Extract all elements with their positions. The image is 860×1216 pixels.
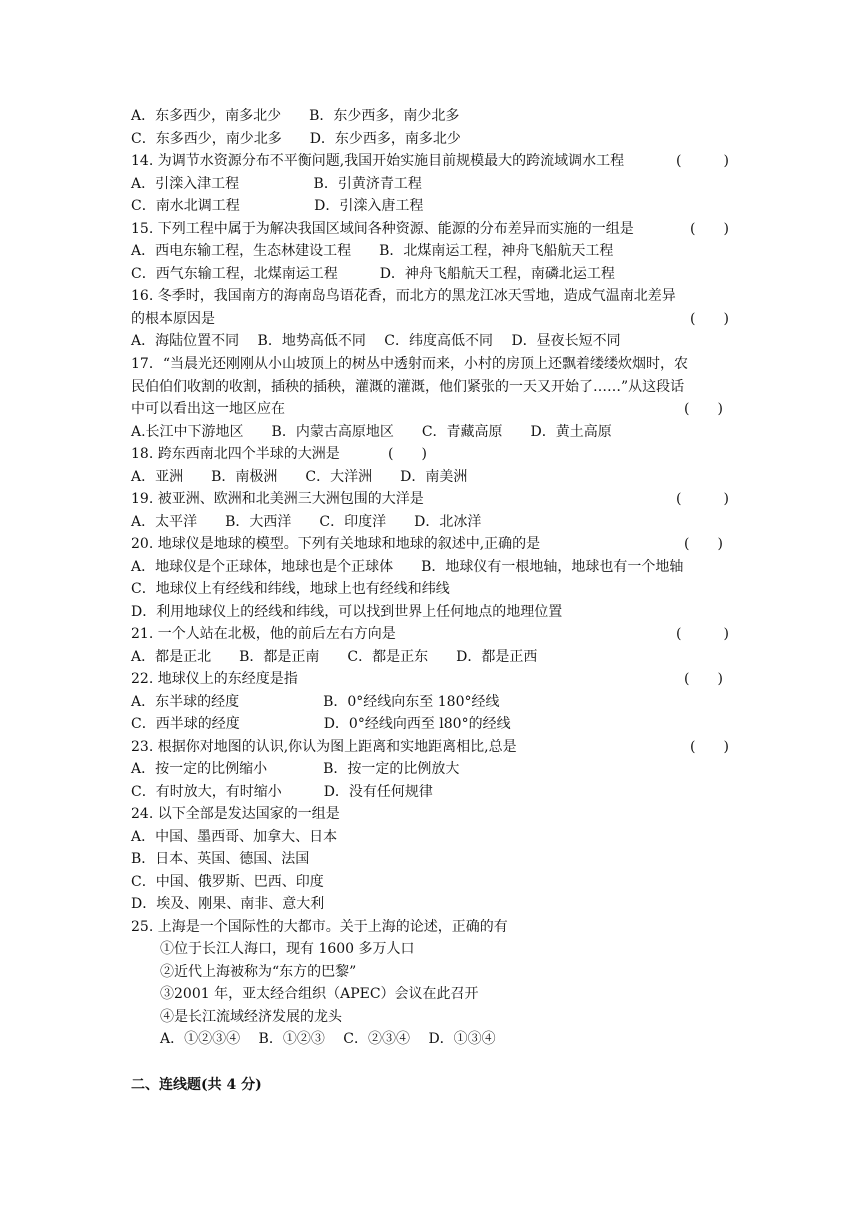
q15-answer-blank: ( ) (690, 221, 729, 237)
q22-options-row-1: A．东半球的经度 B．0°经线向东至 180°经线 (131, 694, 500, 710)
q15-options-row-2: C．西气东输工程，北煤南运工程 D．神舟飞船航天工程，南磷北运工程 (131, 266, 615, 282)
q23-options-row-2: C．有时放大，有时缩小 D．没有任何规律 (131, 784, 433, 800)
q19-stem: 19. 被亚洲、欧洲和北美洲三大洲包围的大洋是 (131, 491, 424, 507)
q20-stem: 20. 地球仪是地球的模型。下列有关地球和地球的叙述中,正确的是 (131, 536, 541, 552)
q24-option-c: C．中国、俄罗斯、巴西、印度 (131, 874, 324, 890)
q25-options: A．①②③④ B．①②③ C．②③④ D．①③④ (160, 1031, 496, 1047)
q20-answer-blank: ( ) (684, 536, 723, 552)
q17-stem-line-1: 17．“当晨光还刚刚从小山坡顶上的树丛中透射而来，小村的房顶上还飘着缕缕炊烟时，农 (131, 356, 688, 372)
q17-options: A.长江中下游地区 B．内蒙古高原地区 C．青藏高原 D．黄土高原 (131, 424, 612, 440)
q17-stem-line-3: 中可以看出这一地区应在 (131, 401, 285, 417)
q19-answer-blank: ( ) (676, 491, 729, 507)
q16-answer-blank: ( ) (690, 311, 729, 327)
q18-answer-blank: ( ) (388, 446, 427, 462)
q17-stem-line-2: 民伯伯们收割的收割，插秧的插秧，灌溉的灌溉，他们紧张的一天又开始了……”从这段话 (131, 379, 685, 395)
q24-option-d: D．埃及、刚果、南非、意大利 (131, 896, 325, 912)
q14-options-row-2: C．南水北调工程 D．引滦入唐工程 (131, 198, 424, 214)
q21-options: A．都是正北 B．都是正南 C．都是正东 D．都是正西 (131, 649, 538, 665)
q16-stem-line-1: 16. 冬季时，我国南方的海南岛鸟语花香，而北方的黑龙江冰天雪地，造成气温南北差异 (131, 288, 676, 304)
q14-options-row-1: A．引滦入津工程 B．引黄济青工程 (131, 176, 422, 192)
q14-answer-blank: ( ) (676, 153, 729, 169)
q19-options: A．太平洋 B．大西洋 C．印度洋 D．北冰洋 (131, 514, 482, 530)
q22-options-row-2: C．西半球的经度 D．0°经线向西至 l80°的经线 (131, 716, 511, 732)
q23-answer-blank: ( ) (690, 739, 729, 755)
q24-stem: 24. 以下全部是发达国家的一组是 (131, 806, 340, 822)
q22-answer-blank: ( ) (684, 671, 723, 687)
q17-answer-blank: ( ) (684, 401, 723, 417)
q23-options-row-1: A．按一定的比例缩小 B．按一定的比例放大 (131, 761, 460, 777)
q18-stem: 18. 跨东西南北四个半球的大洲是 (131, 446, 340, 462)
q14-stem: 14. 为调节水资源分布不平衡问题,我国开始实施目前规模最大的跨流域调水工程 (131, 153, 625, 169)
q23-stem: 23. 根据你对地图的认识,你认为图上距离和实地距离相比,总是 (131, 739, 517, 755)
q15-options-row-1: A．西电东输工程，生态林建设工程 B．北煤南运工程，神舟飞船航天工程 (131, 243, 614, 259)
q21-stem: 21. 一个人站在北极，他的前后左右方向是 (131, 626, 396, 642)
q25-stem: 25. 上海是一个国际性的大都市。关于上海的论述，正确的有 (131, 919, 508, 935)
q21-answer-blank: ( ) (676, 626, 729, 642)
q13-options-row-2: C．东多西少，南少北多 D．东少西多，南多北少 (131, 131, 461, 147)
q20-option-ab: A．地球仪是个正球体，地球也是个正球体 B．地球仪有一根地轴，地球也有一个地轴 (131, 559, 684, 575)
q18-options: A．亚洲 B．南极洲 C．大洋洲 D．南美洲 (131, 469, 468, 485)
q25-statement-4: ④是长江流域经济发展的龙头 (160, 1009, 342, 1025)
q25-statement-3: ③2001 年，亚太经合组织（APEC）会议在此召开 (160, 986, 479, 1002)
q22-stem: 22. 地球仪上的东经度是指 (131, 671, 298, 687)
q16-stem-line-2: 的根本原因是 (131, 311, 215, 327)
q24-option-b: B．日本、英国、德国、法国 (131, 851, 310, 867)
q25-statement-2: ②近代上海被称为“东方的巴黎” (160, 964, 357, 980)
q15-stem: 15. 下列工程中属于为解决我国区域间各种资源、能源的分布差异而实施的一组是 (131, 221, 634, 237)
q25-statement-1: ①位于长江人海口，现有 1600 多万人口 (160, 941, 415, 957)
q13-options-row-1: A．东多西少，南多北少 B．东少西多，南少北多 (131, 108, 460, 124)
q24-option-a: A．中国、墨西哥、加拿大、日本 (131, 829, 338, 845)
q20-option-d: D．利用地球仪上的经线和纬线，可以找到世界上任何地点的地理位置 (131, 604, 563, 620)
q16-options: A．海陆位置不同 B．地势高低不同 C．纬度高低不同 D．昼夜长短不同 (131, 333, 621, 349)
section-heading: 二、连线题(共 4 分) (131, 1077, 262, 1093)
q20-option-c: C．地球仪上有经线和纬线，地球上也有经线和纬线 (131, 581, 450, 597)
